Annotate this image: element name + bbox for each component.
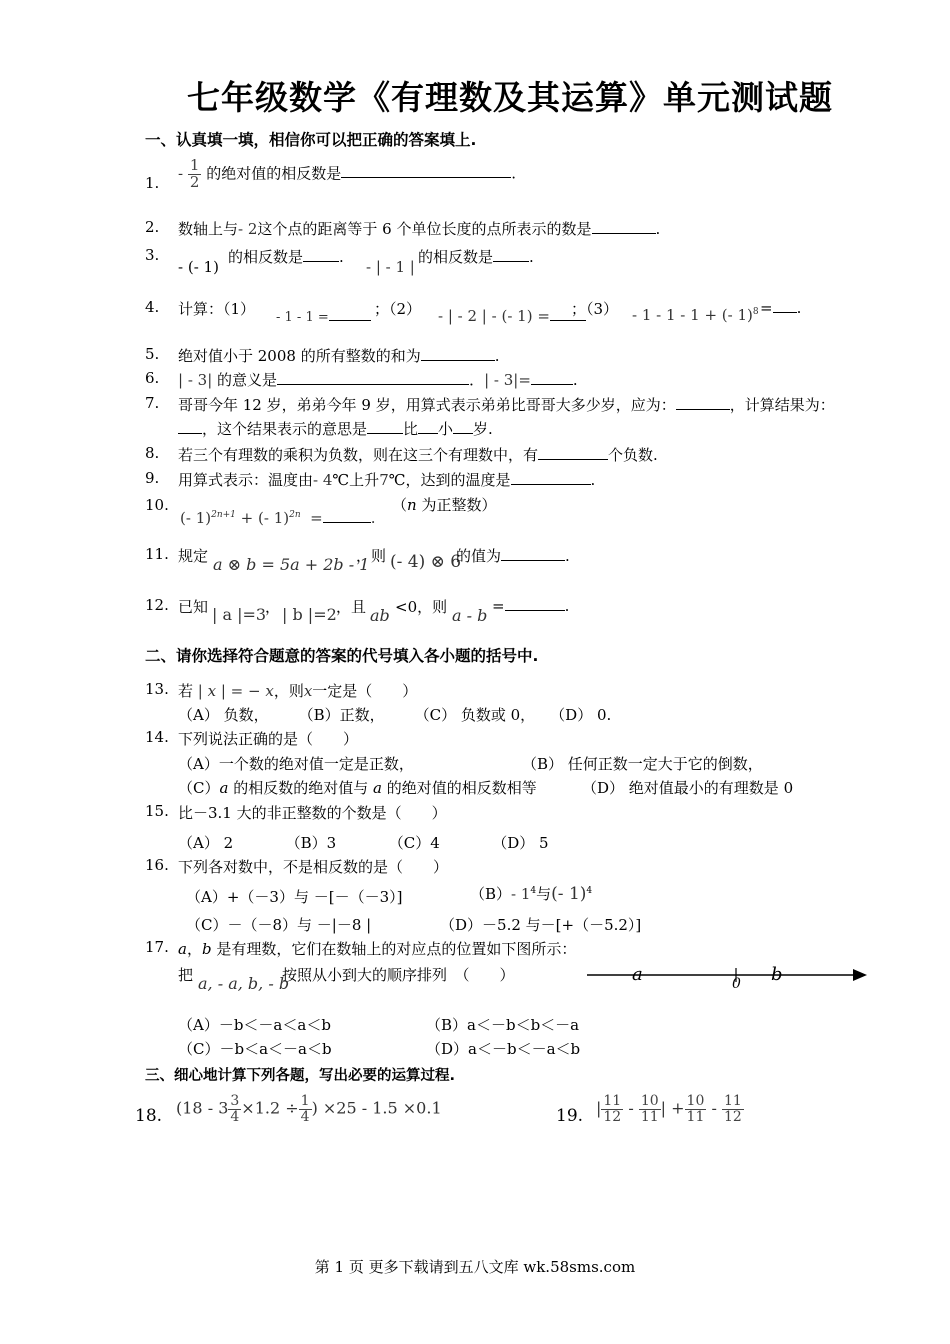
q4-expr3: - 1 - 1 - 1 + (- 1)$^8$ [632,306,759,324]
section-2-heading: 二、请你选择符合题意的答案的代号填入各小题的括号中. [145,647,539,665]
q19-number: 19. [556,1106,584,1126]
q14-option-d: （D） 绝对值最小的有理数是 0 [582,779,794,797]
q18-expr: (18 - 3 $\frac{3}{4}$ ×1.2 ÷ $\frac{1}{4}$ ) ×25 - 1.5 ×0.1 [176,1093,442,1125]
q17-number: 17. [145,938,169,956]
q15-stem: 比－3.1 大的非正整数的个数是（ ） [178,804,447,822]
q17-instr2: 按照从小到大的顺序排列 （ ） [282,966,515,984]
q10-note: （n 为正整数） [392,496,497,514]
q12-cond: <0，则 [395,598,448,616]
q17-stem: a，b 是有理数，它们在数轴上的对应点的位置如下图所示： [178,940,577,958]
q3-expr1: - (- 1) [178,258,219,276]
q3-expr2: - | - 1 | [366,258,415,276]
q1-fraction: $\frac{1}{2}$ [189,156,200,191]
q17-option-d: （D）a＜－b＜－a＜b [426,1040,581,1058]
q16-option-a: （A）+（－3）与 －[－（－3）] [186,888,403,906]
q17-option-b: （B）a＜－b＜b＜－a [426,1016,580,1034]
q7-number: 7. [145,394,160,412]
q1: - $\frac{1}{2}$ 的绝对值的相反数是 . [178,156,516,191]
q16-option-c: （C）－（－8）与 －|－8 | [186,916,372,934]
q12-answer: = . [492,597,570,615]
q12-number: 12. [145,596,169,614]
q4-label: 计算：（1） [178,300,256,318]
q4-answer: = . [760,299,802,317]
q5: 绝对值小于 2008 的所有整数的和为 . [178,347,500,365]
q2-number: 2. [145,218,160,236]
q11-answer: 的值为 . [456,547,570,565]
q10-expr: (- 1)$^{2n+1}$ + (- 1)$^{2n}$ = . [180,509,376,527]
q11-then: ，则 [356,547,387,565]
q3-text1: 的相反数是 . [228,248,344,266]
q14-option-c: （C）a 的相反数的绝对值与 a 的绝对值的相反数相等 [178,779,537,797]
page-footer: 第 1 页 更多下载请到五八文库 wk.58sms.com [314,1258,636,1276]
q5-number: 5. [145,345,160,363]
q14-stem: 下列说法正确的是（ ） [178,730,359,748]
q12-expr1: | a |=3 [212,605,267,624]
page-title: 七年级数学《有理数及其运算》单元测试题 [187,78,833,117]
q16-number: 16. [145,856,169,874]
q14-option-a: （A）一个数的绝对值一定是正数， [178,755,414,773]
q4-expr1: - 1 - 1 = [276,306,371,325]
q9: 用算式表示：温度由- 4℃上升7℃，达到的温度是 . [178,471,596,489]
q9-number: 9. [145,469,160,487]
q3-number: 3. [145,246,160,264]
q13-options: （A） 负数， （B）正数， （C） 负数或 0， （D） 0. [178,706,612,724]
q7-line2: ，这个结果表示的意思是 比 小 岁. [178,418,493,439]
q6-number: 6. [145,369,160,387]
number-line-a-label: a [632,964,643,985]
q12-expr2: | b |=2 [282,605,337,624]
q10-number: 10. [145,496,169,514]
q17-option-a: （A）－b＜－a＜a＜b [178,1016,331,1034]
q17-instr: 把 [178,966,194,984]
q17-expr: a, - a, b, - b [198,974,290,993]
q11-expr1: a ⊗ b = 5a + 2b - 1 [213,555,370,574]
q12-expr4: a - b [452,606,488,625]
q16-stem: 下列各对数中，不是相反数的是（ ） [178,858,449,876]
q13-number: 13. [145,680,169,698]
q18-number: 18. [135,1106,163,1126]
q8: 若三个有理数的乘积为负数，则在这三个有理数中，有 个负数. [178,446,658,464]
q17-option-c: （C）－b＜a＜－a＜b [178,1040,332,1058]
q13: 若 | x | = − x，则x一定是（ ） [178,682,418,700]
section-1-heading: 一、认真填一填，相信你可以把正确的答案填上. [145,131,477,149]
q4-expr2: - | - 2 | - (- 1) = [438,306,586,325]
section-3-heading: 三、细心地计算下列各题，写出必要的运算过程. [145,1068,456,1084]
q7-line1: 哥哥今年 12 岁，弟弟今年 9 岁，用算式表示弟弟比哥哥大多少岁，应为： ，计算结果为： [178,396,835,414]
q14-number: 14. [145,728,169,746]
q14-option-b: （B） 任何正数一定大于它的倒数， [522,755,763,773]
number-line [585,962,875,996]
q19-expr: | $\frac{11}{12}$ - $\frac{10}{11}$ | + $\frac{10}{11}$ - $\frac{11}{12}$ [596,1093,742,1125]
q6: | - 3| 的意义是 ．| - 3|= . [178,371,578,389]
q12-label: 已知 [178,598,209,616]
q4-sep2: ；（3） [571,300,619,318]
q4-sep1: ；（2） [374,300,422,318]
q8-number: 8. [145,444,160,462]
q3-text2: 的相反数是 . [418,248,534,266]
q12-and: ，且 [336,598,367,616]
q16-option-b: （B）- $1^4$与(- 1)$^4$ [470,884,593,904]
q12-comma: ， [265,598,281,616]
q11-expr2: (- 4) ⊗ 6 [390,552,462,572]
q2: 数轴上与- 2这个点的距离等于 6 个单位长度的点所表示的数是 . [178,220,661,238]
q11-number: 11. [145,545,169,563]
q15-number: 15. [145,802,169,820]
q4-number: 4. [145,298,160,316]
q16-option-d: （D）－5.2 与－[+（－5.2）] [440,916,642,934]
number-line-zero-label: 0 [732,976,741,992]
q1-number: 1. [145,174,160,192]
q15-options: （A） 2 （B）3 （C）4 （D） 5 [178,834,549,852]
q11-label: 规定 [178,547,209,565]
q12-expr3: ab [370,606,390,625]
number-line-b-label: b [771,964,783,985]
